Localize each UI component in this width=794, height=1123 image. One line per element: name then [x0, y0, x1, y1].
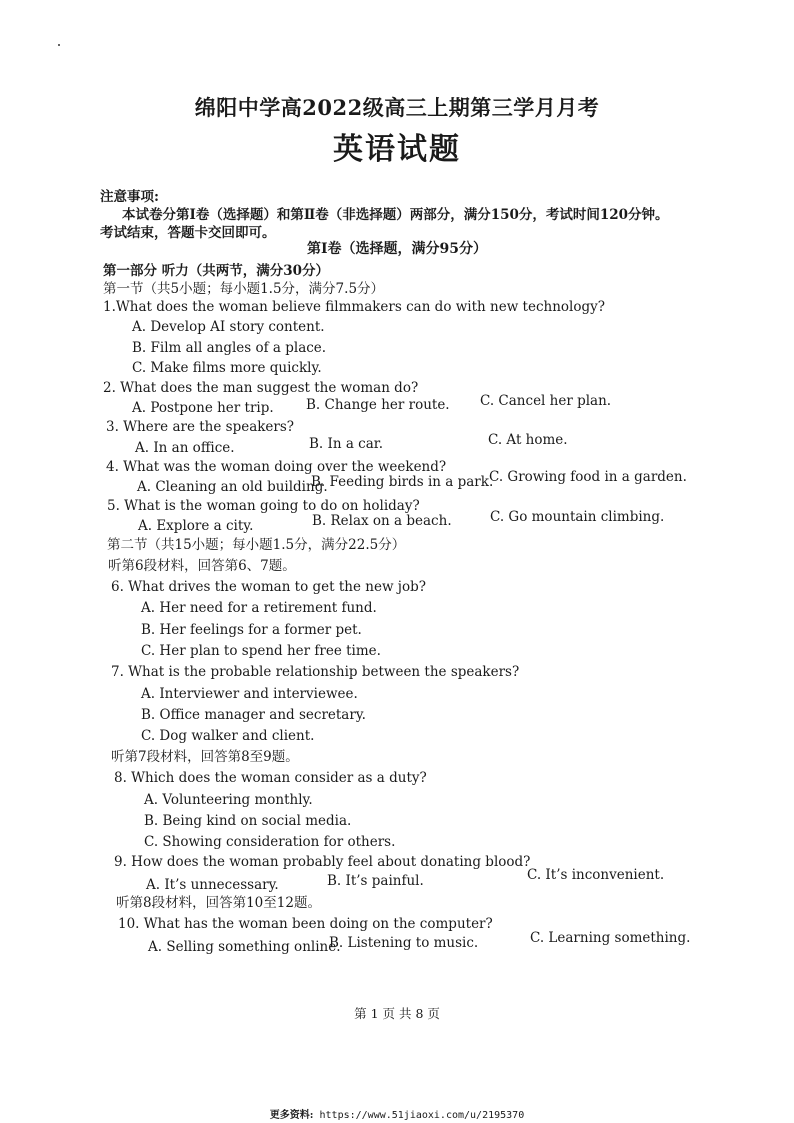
option-b: B. Listening to music.	[329, 935, 479, 951]
option-a: A. Interviewer and interviewee.	[141, 686, 358, 702]
option-a: A. Postpone her trip.	[132, 400, 274, 416]
source-url[interactable]: https://www.51jiaoxi.com/u/2195370	[319, 1110, 525, 1121]
option-c: C. At home.	[488, 432, 568, 448]
notice-heading: 注意事项:	[100, 189, 159, 205]
option-b: B. It’s painful.	[327, 873, 424, 889]
option-a: A. Cleaning an old building.	[137, 479, 328, 495]
question-stem: 9. How does the woman probably feel about donating blood?	[114, 854, 531, 870]
option-b: B. Her feelings for a former pet.	[141, 622, 362, 638]
question-stem: 4. What was the woman doing over the weekend?	[106, 459, 447, 475]
option-b: B. Feeding birds in a park.	[311, 474, 494, 490]
option-b: B. Office manager and secretary.	[141, 707, 366, 723]
page-number: 第 1 页 共 8 页	[354, 1006, 440, 1021]
option-b: B. Film all angles of a place.	[132, 340, 327, 356]
option-a: A. Develop AI story content.	[132, 319, 325, 335]
section-2-title: 第二节（共15小题；每小题1.5分，满分22.5分）	[107, 537, 406, 553]
question-stem: 10. What has the woman been doing on the computer?	[118, 916, 493, 932]
option-b: B. Being kind on social media.	[144, 813, 352, 829]
notice-line-2: 考试结束，答题卡交回即可。	[100, 225, 276, 241]
question-stem: 5. What is the woman going to do on holiday?	[107, 498, 420, 514]
option-c: C. Learning something.	[530, 930, 691, 946]
option-c: C. Growing food in a garden.	[489, 469, 687, 485]
option-b: B. In a car.	[309, 436, 384, 452]
option-a: A. Explore a city.	[138, 518, 254, 534]
material-instruction: 听第6段材料，回答第6、7题。	[108, 558, 296, 574]
source-label: 更多资料:	[269, 1110, 314, 1121]
question-stem: 3. Where are the speakers?	[106, 419, 295, 435]
notice-line-1: 本试卷分第Ⅰ卷（选择题）和第Ⅱ卷（非选择题）两部分，满分150分，考试时间120分钟。	[122, 207, 669, 223]
question-stem: 2. What does the man suggest the woman do?	[103, 380, 419, 396]
option-a: A. In an office.	[135, 440, 235, 456]
question-stem: 7. What is the probable relationship between the speakers?	[111, 664, 520, 680]
school-title: 绵阳中学高2022级高三上期第三学月月考	[194, 95, 600, 120]
option-b: B. Relax on a beach.	[312, 513, 452, 529]
question-stem: 8. Which does the woman consider as a duty?	[114, 770, 427, 786]
option-c: C. Showing consideration for others.	[144, 834, 396, 850]
material-instruction: 听第8段材料，回答第10至12题。	[116, 895, 321, 911]
scan-speck	[58, 44, 60, 46]
question-stem: 1.What does the woman believe filmmakers can do with new technology?	[103, 299, 606, 315]
material-instruction: 听第7段材料，回答第8至9题。	[111, 749, 299, 765]
option-a: A. Her need for a retirement fund.	[141, 600, 377, 616]
option-c: C. Her plan to spend her free time.	[141, 643, 381, 659]
source-line	[0, 1106, 794, 1121]
option-c: C. Dog walker and client.	[141, 728, 315, 744]
part-1-title: 第一部分 听力（共两节，满分30分）	[103, 263, 329, 279]
option-a: A. Selling something online.	[148, 939, 341, 955]
option-a: A. Volunteering monthly.	[144, 792, 313, 808]
question-stem: 6. What drives the woman to get the new job?	[111, 579, 426, 595]
subject-title: 英语试题	[333, 132, 461, 167]
option-c: C. Cancel her plan.	[480, 393, 612, 409]
volume-1-title: 第Ⅰ卷（选择题，满分95分）	[306, 241, 488, 257]
option-c: C. Make films more quickly.	[132, 360, 322, 376]
option-c: C. Go mountain climbing.	[490, 509, 665, 525]
section-1-title: 第一节（共5小题；每小题1.5分，满分7.5分）	[103, 281, 385, 297]
option-c: C. It’s inconvenient.	[527, 867, 665, 883]
option-a: A. It’s unnecessary.	[146, 877, 279, 893]
option-b: B. Change her route.	[306, 397, 450, 413]
